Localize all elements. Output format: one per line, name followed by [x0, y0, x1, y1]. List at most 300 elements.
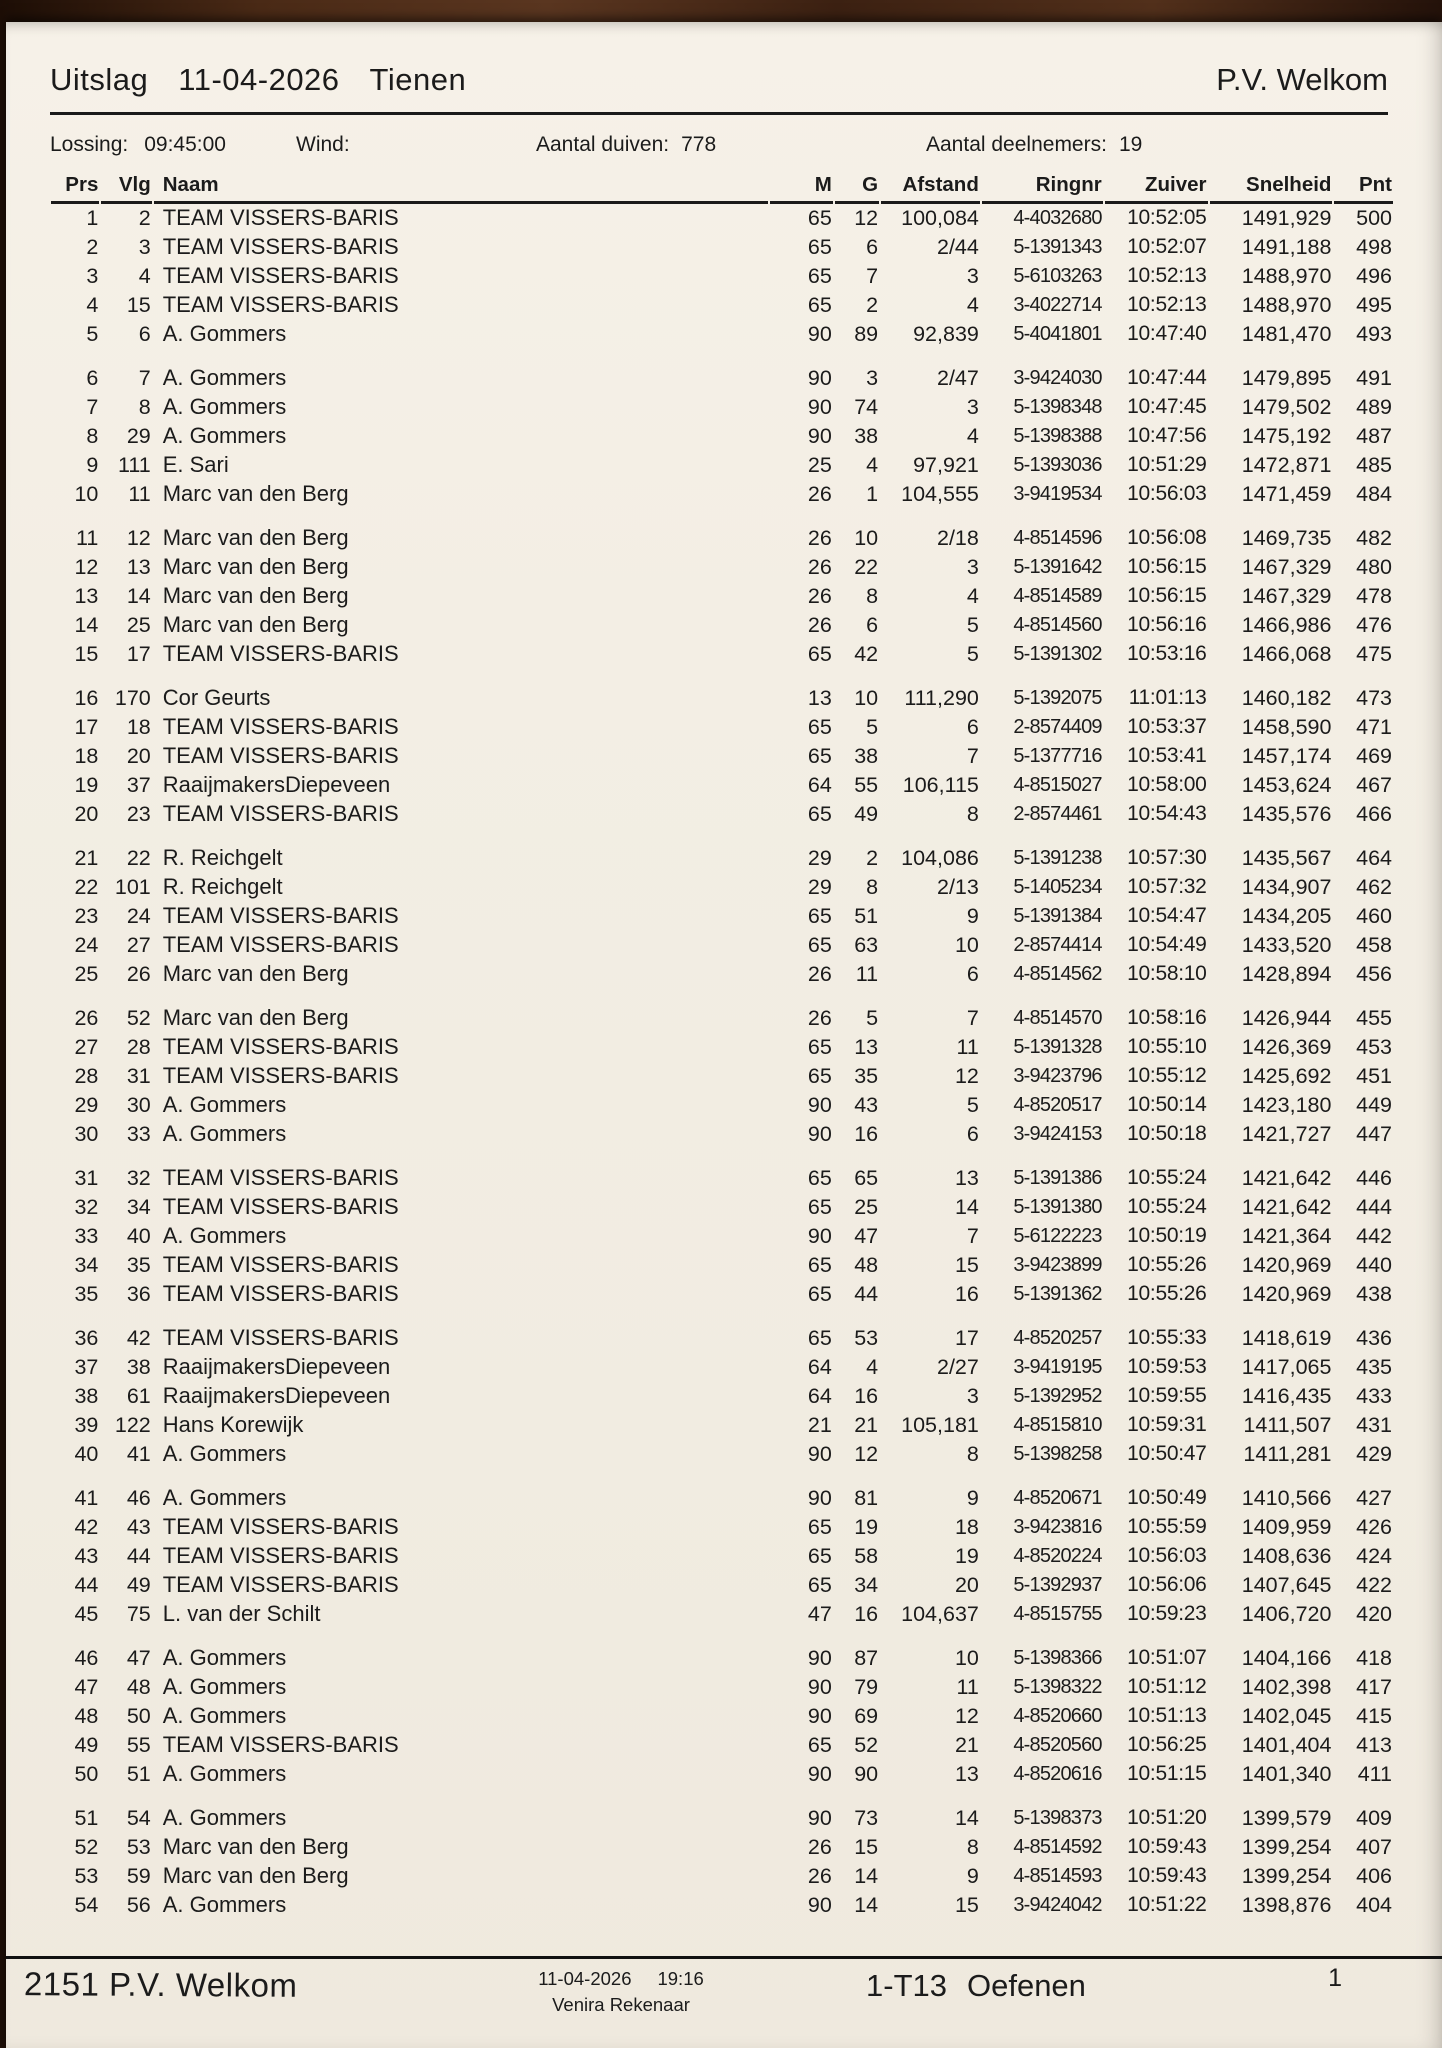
cell-ringnr: 4-8515027	[1013, 773, 1102, 796]
cell-vlg: 40	[126, 1223, 151, 1248]
group-gap	[50, 509, 1394, 524]
cell-snelheid: 1423,180	[1241, 1092, 1332, 1117]
cell-m: 65	[807, 714, 832, 739]
cell-snelheid: 1425,692	[1241, 1063, 1332, 1088]
cell-vlg: 33	[126, 1121, 151, 1146]
cell-afstand: 4	[966, 583, 979, 608]
cell-afstand: 21	[954, 1732, 979, 1757]
cell-naam: A. Gommers	[162, 423, 287, 448]
cell-pnt: 471	[1356, 714, 1392, 739]
cell-zuiver: 10:54:47	[1127, 904, 1207, 927]
cell-vlg: 26	[126, 961, 151, 986]
cell-snelheid: 1467,329	[1241, 583, 1332, 608]
cell-pnt: 456	[1356, 961, 1392, 986]
cell-vlg: 32	[126, 1165, 151, 1190]
cell-snelheid: 1460,182	[1241, 685, 1332, 710]
result-row	[50, 1542, 1394, 1571]
cell-g: 74	[854, 394, 879, 419]
cell-prs: 31	[74, 1165, 99, 1190]
cell-m: 90	[807, 1223, 832, 1248]
cell-prs: 1	[86, 205, 99, 230]
result-row	[50, 1484, 1394, 1513]
cell-naam: TEAM VISSERS-BARIS	[162, 714, 399, 739]
cell-afstand: 9	[966, 903, 979, 928]
cell-pnt: 467	[1356, 772, 1392, 797]
cell-afstand: 6	[966, 1121, 979, 1146]
result-row	[50, 1644, 1394, 1673]
report-type-label: Uitslag	[50, 62, 149, 97]
wood-table-background	[0, 0, 1442, 22]
cell-prs: 44	[74, 1572, 99, 1597]
cell-vlg: 54	[126, 1805, 151, 1830]
cell-naam: TEAM VISSERS-BARIS	[162, 263, 399, 288]
cell-pnt: 435	[1356, 1354, 1392, 1379]
result-row	[50, 1731, 1394, 1760]
cell-pnt: 464	[1356, 845, 1392, 870]
cell-m: 65	[807, 1252, 832, 1277]
cell-ringnr: 5-1377716	[1013, 744, 1102, 767]
cell-ringnr: 4-8515755	[1013, 1602, 1102, 1625]
result-row	[50, 1571, 1394, 1600]
cell-ringnr: 2-8574461	[1013, 802, 1102, 825]
cell-vlg: 37	[126, 772, 151, 797]
cell-afstand: 104,555	[901, 481, 979, 506]
cell-snelheid: 1458,590	[1241, 714, 1332, 739]
cell-snelheid: 1426,369	[1241, 1034, 1332, 1059]
cell-pnt: 417	[1356, 1674, 1392, 1699]
cell-ringnr: 5-1391343	[1013, 235, 1102, 258]
cell-zuiver: 10:50:18	[1127, 1122, 1207, 1145]
cell-g: 43	[854, 1092, 879, 1117]
cell-ringnr: 3-9423816	[1013, 1515, 1102, 1538]
cell-snelheid: 1475,192	[1241, 423, 1332, 448]
cell-ringnr: 4-8520224	[1013, 1544, 1102, 1567]
cell-prs: 49	[74, 1732, 99, 1757]
cell-zuiver: 10:52:13	[1127, 264, 1207, 287]
cell-pnt: 427	[1356, 1485, 1392, 1510]
cell-g: 12	[854, 1441, 879, 1466]
cell-g: 10	[854, 685, 879, 710]
cell-g: 10	[854, 525, 879, 550]
cell-prs: 27	[74, 1034, 99, 1059]
cell-g: 4	[866, 1354, 879, 1379]
cell-snelheid: 1418,619	[1241, 1325, 1332, 1350]
cell-prs: 21	[74, 845, 99, 870]
cell-ringnr: 4-8514593	[1013, 1864, 1102, 1887]
cell-ringnr: 4-8520616	[1013, 1762, 1102, 1785]
cell-naam: TEAM VISSERS-BARIS	[162, 1732, 399, 1757]
cell-prs: 22	[74, 874, 99, 899]
title-bar	[50, 62, 1388, 98]
title-divider-line	[50, 112, 1388, 115]
result-row	[50, 1120, 1394, 1149]
result-row	[50, 582, 1394, 611]
cell-m: 90	[807, 1121, 832, 1146]
cell-snelheid: 1402,045	[1241, 1703, 1332, 1728]
cell-vlg: 61	[126, 1383, 151, 1408]
cell-m: 65	[807, 801, 832, 826]
result-row	[50, 844, 1394, 873]
cell-g: 51	[854, 903, 879, 928]
cell-naam: A. Gommers	[162, 1892, 287, 1917]
cell-g: 65	[854, 1165, 879, 1190]
cell-g: 4	[866, 452, 879, 477]
cell-m: 65	[807, 743, 832, 768]
column-header-m: M	[769, 173, 833, 204]
cell-prs: 11	[76, 525, 99, 550]
cell-ringnr: 5-1391380	[1013, 1195, 1102, 1218]
cell-m: 65	[807, 1325, 832, 1350]
cell-afstand: 2/13	[937, 874, 979, 899]
result-row	[50, 1673, 1394, 1702]
result-row	[50, 524, 1394, 553]
cell-ringnr: 5-1393036	[1013, 453, 1102, 476]
cell-ringnr: 5-1391328	[1013, 1035, 1102, 1058]
cell-snelheid: 1399,254	[1241, 1863, 1332, 1888]
cell-g: 73	[854, 1805, 879, 1830]
footer-race-label	[866, 1968, 1086, 2004]
result-row	[50, 393, 1394, 422]
cell-zuiver: 10:47:44	[1127, 366, 1207, 389]
cell-snelheid: 1426,944	[1241, 1005, 1332, 1030]
cell-ringnr: 5-1392075	[1013, 686, 1102, 709]
cell-m: 29	[807, 845, 832, 870]
cell-naam: Cor Geurts	[162, 685, 271, 710]
lossing-time: 09:45:00	[144, 132, 226, 156]
cell-afstand: 12	[954, 1703, 979, 1728]
cell-prs: 33	[74, 1223, 99, 1248]
cell-vlg: 47	[126, 1645, 151, 1670]
cell-g: 69	[854, 1703, 879, 1728]
report-title	[50, 62, 466, 98]
cell-afstand: 8	[966, 801, 979, 826]
cell-prs: 50	[74, 1761, 99, 1786]
cell-prs: 48	[74, 1703, 99, 1728]
cell-g: 49	[854, 801, 879, 826]
cell-afstand: 6	[966, 961, 979, 986]
cell-naam: A. Gommers	[162, 1485, 287, 1510]
cell-m: 65	[807, 1034, 832, 1059]
cell-snelheid: 1420,969	[1241, 1281, 1332, 1306]
result-row	[50, 873, 1394, 902]
cell-pnt: 476	[1356, 612, 1392, 637]
cell-g: 35	[854, 1063, 879, 1088]
cell-afstand: 2/27	[937, 1354, 979, 1379]
cell-m: 64	[807, 1383, 832, 1408]
cell-snelheid: 1416,435	[1241, 1383, 1332, 1408]
cell-naam: TEAM VISSERS-BARIS	[162, 205, 399, 230]
cell-afstand: 104,637	[901, 1601, 979, 1626]
results-table-header	[50, 173, 1394, 204]
cell-naam: A. Gommers	[162, 394, 287, 419]
aantal-deelnemers-value: 19	[1118, 132, 1143, 156]
cell-vlg: 31	[126, 1063, 151, 1088]
cell-vlg: 59	[126, 1863, 151, 1888]
cell-afstand: 3	[966, 394, 979, 419]
cell-zuiver: 10:51:20	[1127, 1806, 1207, 1829]
cell-snelheid: 1435,567	[1241, 845, 1332, 870]
cell-afstand: 10	[954, 932, 979, 957]
cell-afstand: 3	[966, 554, 979, 579]
cell-naam: TEAM VISSERS-BARIS	[162, 1165, 399, 1190]
result-row	[50, 204, 1394, 233]
cell-zuiver: 10:55:10	[1127, 1035, 1207, 1058]
cell-afstand: 8	[966, 1834, 979, 1859]
cell-zuiver: 10:51:29	[1127, 453, 1207, 476]
result-row	[50, 1062, 1394, 1091]
cell-m: 26	[807, 1834, 832, 1859]
column-header-pnt: Pnt	[1333, 173, 1394, 204]
cell-prs: 45	[74, 1601, 99, 1626]
cell-m: 90	[807, 1441, 832, 1466]
cell-zuiver: 10:57:30	[1127, 846, 1207, 869]
cell-snelheid: 1407,645	[1241, 1572, 1332, 1597]
cell-naam: TEAM VISSERS-BARIS	[162, 1514, 399, 1539]
result-row	[50, 1833, 1394, 1862]
cell-vlg: 6	[138, 321, 151, 346]
cell-naam: TEAM VISSERS-BARIS	[162, 292, 399, 317]
cell-naam: TEAM VISSERS-BARIS	[162, 641, 399, 666]
result-row	[50, 1760, 1394, 1789]
cell-pnt: 482	[1356, 525, 1392, 550]
cell-m: 13	[807, 685, 832, 710]
result-row	[50, 1600, 1394, 1629]
cell-zuiver: 10:51:07	[1127, 1646, 1207, 1669]
cell-pnt: 484	[1356, 481, 1392, 506]
cell-zuiver: 10:55:26	[1127, 1253, 1207, 1276]
cell-m: 65	[807, 1543, 832, 1568]
cell-naam: TEAM VISSERS-BARIS	[162, 234, 399, 259]
cell-naam: TEAM VISSERS-BARIS	[162, 1281, 399, 1306]
cell-pnt: 496	[1356, 263, 1392, 288]
cell-snelheid: 1409,959	[1241, 1514, 1332, 1539]
cell-g: 2	[866, 292, 879, 317]
cell-pnt: 404	[1356, 1892, 1392, 1917]
cell-prs: 17	[74, 714, 99, 739]
cell-snelheid: 1479,895	[1241, 365, 1332, 390]
aantal-duiven-info	[536, 133, 836, 157]
cell-snelheid: 1434,205	[1241, 903, 1332, 928]
cell-pnt: 458	[1356, 932, 1392, 957]
cell-afstand: 17	[954, 1325, 979, 1350]
cell-m: 65	[807, 1165, 832, 1190]
result-row	[50, 262, 1394, 291]
cell-m: 90	[807, 365, 832, 390]
cell-prs: 47	[74, 1674, 99, 1699]
cell-ringnr: 5-1392937	[1013, 1573, 1102, 1596]
cell-ringnr: 5-6122223	[1013, 1224, 1102, 1247]
cell-afstand: 5	[966, 1092, 979, 1117]
cell-m: 21	[807, 1412, 832, 1437]
result-row	[50, 931, 1394, 960]
cell-afstand: 13	[954, 1165, 979, 1190]
cell-pnt: 442	[1356, 1223, 1392, 1248]
cell-zuiver: 10:59:31	[1127, 1413, 1207, 1436]
cell-prs: 18	[74, 743, 99, 768]
cell-g: 90	[854, 1761, 879, 1786]
cell-snelheid: 1406,720	[1241, 1601, 1332, 1626]
group-gap	[50, 669, 1394, 684]
cell-ringnr: 4-8514592	[1013, 1835, 1102, 1858]
column-header-zuiver: Zuiver	[1104, 173, 1209, 204]
cell-zuiver: 10:55:26	[1127, 1282, 1207, 1305]
cell-g: 5	[866, 714, 879, 739]
cell-vlg: 111	[118, 452, 151, 477]
cell-naam: A. Gommers	[162, 1223, 287, 1248]
cell-pnt: 498	[1356, 234, 1392, 259]
cell-vlg: 38	[126, 1354, 151, 1379]
cell-zuiver: 10:51:15	[1127, 1762, 1207, 1785]
cell-afstand: 12	[954, 1063, 979, 1088]
cell-pnt: 426	[1356, 1514, 1392, 1539]
footer-club-line: 2151 P.V. Welkom	[23, 1965, 298, 2004]
cell-prs: 14	[74, 612, 99, 637]
cell-ringnr: 5-1405234	[1013, 875, 1102, 898]
cell-pnt: 455	[1356, 1005, 1392, 1030]
cell-g: 55	[854, 772, 879, 797]
cell-snelheid: 1434,907	[1241, 874, 1332, 899]
result-sheet-paper	[6, 22, 1442, 2048]
cell-pnt: 429	[1356, 1441, 1392, 1466]
cell-prs: 28	[74, 1063, 99, 1088]
cell-pnt: 446	[1356, 1165, 1392, 1190]
cell-ringnr: 5-1398348	[1013, 395, 1102, 418]
cell-prs: 23	[74, 903, 99, 928]
cell-naam: Marc van den Berg	[162, 583, 349, 608]
cell-ringnr: 3-9419195	[1013, 1355, 1102, 1378]
cell-zuiver: 10:59:43	[1127, 1864, 1207, 1887]
cell-g: 5	[866, 1005, 879, 1030]
cell-prs: 40	[74, 1441, 99, 1466]
cell-zuiver: 10:59:43	[1127, 1835, 1207, 1858]
cell-zuiver: 10:47:40	[1127, 322, 1207, 345]
cell-naam: TEAM VISSERS-BARIS	[162, 903, 399, 928]
cell-pnt: 433	[1356, 1383, 1392, 1408]
cell-zuiver: 10:57:32	[1127, 875, 1207, 898]
cell-naam: A. Gommers	[162, 1674, 287, 1699]
cell-naam: A. Gommers	[162, 1121, 287, 1146]
cell-zuiver: 10:52:07	[1127, 235, 1207, 258]
cell-zuiver: 10:50:49	[1127, 1486, 1207, 1509]
column-header-naam: Naam	[153, 173, 770, 204]
cell-prs: 43	[74, 1543, 99, 1568]
cell-g: 2	[866, 845, 879, 870]
cell-prs: 16	[74, 685, 99, 710]
result-row	[50, 364, 1394, 393]
cell-g: 1	[866, 481, 879, 506]
cell-zuiver: 10:50:47	[1127, 1442, 1207, 1465]
cell-vlg: 17	[126, 641, 151, 666]
cell-m: 65	[807, 205, 832, 230]
cell-snelheid: 1399,579	[1241, 1805, 1332, 1830]
cell-pnt: 478	[1356, 583, 1392, 608]
cell-m: 65	[807, 1572, 832, 1597]
cell-naam: Marc van den Berg	[162, 1005, 349, 1030]
cell-snelheid: 1398,876	[1241, 1892, 1332, 1917]
cell-prs: 10	[74, 481, 99, 506]
cell-prs: 29	[74, 1092, 99, 1117]
cell-pnt: 485	[1356, 452, 1392, 477]
cell-naam: RaaijmakersDiepeveen	[162, 772, 391, 797]
cell-prs: 20	[74, 801, 99, 826]
cell-afstand: 9	[966, 1485, 979, 1510]
cell-vlg: 53	[126, 1834, 151, 1859]
cell-snelheid: 1471,459	[1241, 481, 1332, 506]
cell-ringnr: 4-8514562	[1013, 962, 1102, 985]
info-bar	[50, 133, 1388, 157]
cell-vlg: 51	[126, 1761, 151, 1786]
cell-g: 8	[866, 874, 879, 899]
cell-g: 48	[854, 1252, 879, 1277]
result-row	[50, 1193, 1394, 1222]
group-gap	[50, 1469, 1394, 1484]
cell-afstand: 7	[966, 1005, 979, 1030]
cell-afstand: 100,084	[901, 205, 979, 230]
club-name: P.V. Welkom	[1216, 62, 1388, 97]
cell-prs: 38	[74, 1383, 99, 1408]
cell-ringnr: 5-1391384	[1013, 904, 1102, 927]
cell-m: 90	[807, 1674, 832, 1699]
cell-zuiver: 10:56:03	[1127, 1544, 1207, 1567]
cell-vlg: 11	[128, 481, 151, 506]
cell-ringnr: 4-8514570	[1013, 1006, 1102, 1029]
cell-prs: 46	[74, 1645, 99, 1670]
cell-snelheid: 1488,970	[1241, 292, 1332, 317]
cell-naam: Marc van den Berg	[162, 554, 349, 579]
result-row	[50, 902, 1394, 931]
cell-m: 29	[807, 874, 832, 899]
cell-afstand: 4	[966, 423, 979, 448]
cell-afstand: 15	[954, 1252, 979, 1277]
footer-print-time: 19:16	[657, 1968, 704, 1989]
cell-vlg: 8	[138, 394, 151, 419]
cell-m: 25	[807, 452, 832, 477]
cell-prs: 3	[86, 263, 99, 288]
cell-zuiver: 11:01:13	[1128, 686, 1207, 709]
cell-naam: Marc van den Berg	[162, 525, 349, 550]
cell-prs: 12	[74, 554, 99, 579]
cell-vlg: 22	[126, 845, 151, 870]
cell-afstand: 11	[956, 1674, 979, 1699]
footer-race-name: Oefenen	[966, 1968, 1086, 2003]
cell-m: 26	[807, 1863, 832, 1888]
cell-pnt: 415	[1356, 1703, 1392, 1728]
group-gap	[50, 349, 1394, 364]
cell-zuiver: 10:50:19	[1127, 1224, 1207, 1247]
cell-zuiver: 10:54:49	[1127, 933, 1207, 956]
cell-pnt: 438	[1356, 1281, 1392, 1306]
cell-m: 26	[807, 481, 832, 506]
cell-naam: A. Gommers	[162, 1805, 287, 1830]
cell-prs: 51	[74, 1805, 99, 1830]
cell-vlg: 55	[126, 1732, 151, 1757]
cell-g: 25	[854, 1194, 879, 1219]
cell-naam: E. Sari	[162, 452, 229, 477]
cell-vlg: 2	[138, 205, 151, 230]
result-row	[50, 1411, 1394, 1440]
result-row	[50, 1280, 1394, 1309]
result-row	[50, 611, 1394, 640]
result-row	[50, 1164, 1394, 1193]
cell-snelheid: 1421,642	[1241, 1194, 1332, 1219]
cell-zuiver: 10:56:06	[1127, 1573, 1207, 1596]
cell-pnt: 409	[1356, 1805, 1392, 1830]
cell-m: 65	[807, 932, 832, 957]
cell-snelheid: 1433,520	[1241, 932, 1332, 957]
cell-g: 21	[854, 1412, 879, 1437]
result-row	[50, 771, 1394, 800]
cell-afstand: 105,181	[901, 1412, 979, 1437]
